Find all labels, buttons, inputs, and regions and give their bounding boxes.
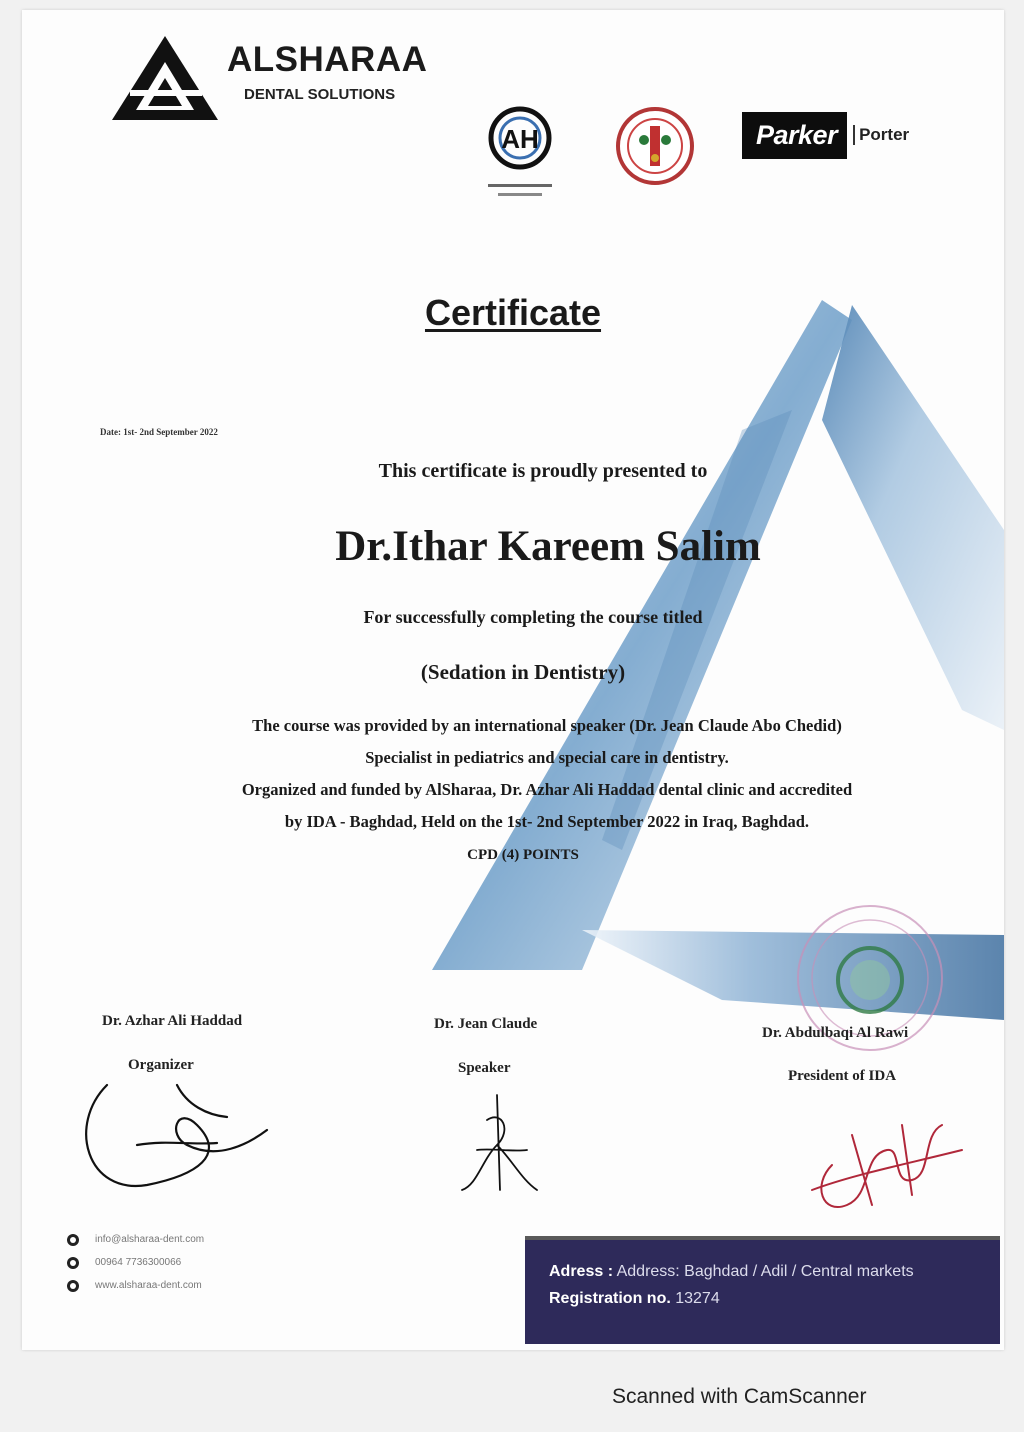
parker-porter-logo bbox=[742, 108, 909, 162]
course-title: (Sedation in Dentistry) bbox=[420, 660, 626, 684]
email-icon bbox=[67, 1234, 79, 1246]
ida-seal-icon bbox=[610, 106, 700, 186]
svg-text:AH: AH bbox=[501, 124, 539, 154]
contact-list bbox=[67, 1228, 204, 1297]
course-description-line: by IDA - Baghdad, Held on the 1st- 2nd September 2022 in Iraq, Baghdad. bbox=[284, 812, 810, 831]
contact-item bbox=[67, 1251, 204, 1274]
course-description bbox=[112, 710, 982, 838]
organizer-signature-icon bbox=[77, 1045, 287, 1205]
certificate-date: Date: 1st- 2nd September 2022 bbox=[100, 427, 218, 437]
address-box bbox=[525, 1236, 1000, 1344]
organizer-name: Dr. Azhar Ali Haddad bbox=[102, 1013, 243, 1029]
speaker-role: Speaker bbox=[458, 1060, 511, 1076]
president-signature-icon bbox=[792, 1095, 972, 1225]
contact-item bbox=[67, 1228, 204, 1251]
contact-item bbox=[67, 1274, 204, 1297]
course-description-line: Organized and funded by AlSharaa, Dr. Azhar Ali Haddad dental clinic and accredited bbox=[241, 780, 853, 799]
cpd-points: CPD (4) POINTS bbox=[467, 847, 579, 863]
ah-clinic-logo-icon bbox=[478, 106, 568, 216]
registration-label: Registration no. bbox=[549, 1290, 671, 1307]
course-description-line: Specialist in pediatrics and special care in dentistry. bbox=[365, 748, 729, 767]
certificate-title: Certificate bbox=[424, 292, 602, 333]
completion-text: For successfully completing the course titled bbox=[363, 607, 703, 627]
alsharaa-logo-icon bbox=[110, 32, 220, 122]
recipient-name: Dr.Ithar Kareem Salim bbox=[335, 523, 761, 570]
contact-website: www.alsharaa-dent.com bbox=[95, 1280, 202, 1291]
parker-logo-text: Parker bbox=[742, 112, 847, 159]
phone-icon bbox=[67, 1257, 79, 1269]
certificate-sheet bbox=[22, 10, 1004, 1350]
registration-value: 13274 bbox=[675, 1290, 720, 1307]
ida-official-stamp-icon bbox=[760, 898, 960, 1078]
address-value: Address: Baghdad / Adil / Central markets bbox=[616, 1263, 914, 1280]
contact-email: info@alsharaa-dent.com bbox=[95, 1234, 205, 1245]
web-icon bbox=[67, 1280, 79, 1292]
course-description-line: The course was provided by an international speaker (Dr. Jean Claude Abo Chedid) bbox=[252, 716, 842, 735]
scanner-watermark: Scanned with CamScanner bbox=[612, 1385, 867, 1408]
presented-to-text: This certificate is proudly presented to bbox=[378, 460, 708, 482]
president-name: Dr. Abdulbaqi Al Rawi bbox=[762, 1025, 909, 1041]
speaker-signature-icon bbox=[442, 1090, 552, 1200]
brand-subtitle: DENTAL SOLUTIONS bbox=[244, 86, 396, 103]
address-label: Adress : bbox=[549, 1263, 614, 1280]
president-role: President of IDA bbox=[788, 1068, 897, 1084]
speaker-name: Dr. Jean Claude bbox=[434, 1016, 538, 1032]
contact-phone: 00964 7736300066 bbox=[95, 1257, 182, 1268]
porter-logo-text: Porter bbox=[853, 125, 909, 145]
brand-name: ALSHARAA bbox=[227, 40, 428, 79]
organizer-role: Organizer bbox=[128, 1057, 194, 1073]
